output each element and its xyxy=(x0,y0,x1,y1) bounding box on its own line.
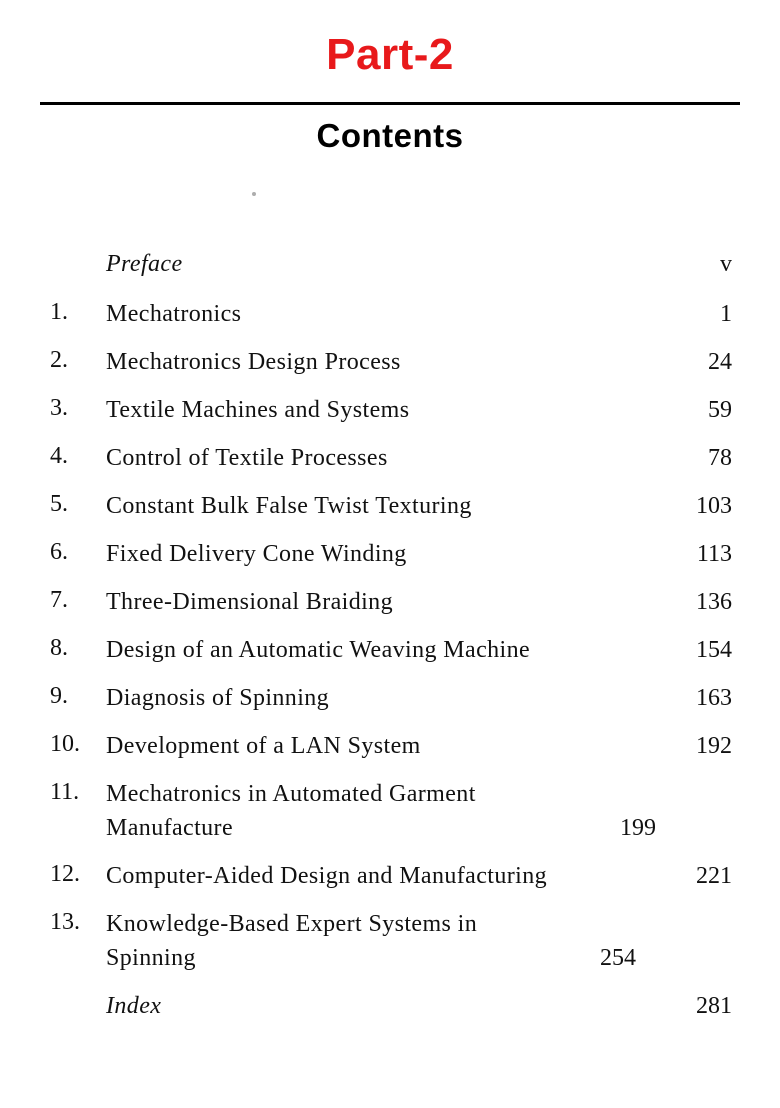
toc-entry-page: 103 xyxy=(696,493,732,519)
header-divider xyxy=(40,102,740,105)
toc-entry-number: 5. xyxy=(50,491,68,517)
toc-entry-12 xyxy=(48,859,732,893)
toc-entry-page: 163 xyxy=(696,685,732,711)
toc-entry-13 xyxy=(48,907,732,975)
toc-entry-10 xyxy=(48,729,732,763)
toc-entry-page: 154 xyxy=(696,637,732,663)
toc-entry-number: 7. xyxy=(50,587,68,613)
toc-entry-page: 221 xyxy=(696,863,732,889)
toc-entry-label: Three-Dimensional Braiding xyxy=(106,589,393,615)
toc-entry-label: Fixed Delivery Cone Winding xyxy=(106,541,407,567)
toc-entry-label: Control of Textile Processes xyxy=(106,445,388,471)
contents-heading: Contents xyxy=(316,117,464,154)
toc-entry-label: Constant Bulk False Twist Texturing xyxy=(106,493,472,519)
toc-entry-7 xyxy=(48,585,732,619)
toc-entry-label: Mechatronics Design Process xyxy=(106,349,401,375)
toc-entry-label: Index xyxy=(106,993,162,1019)
toc-entry-9 xyxy=(48,681,732,715)
toc-entry-number: 13. xyxy=(50,909,80,935)
toc-entry-1 xyxy=(48,297,732,331)
toc-entry-5 xyxy=(48,489,732,523)
toc-entry-2 xyxy=(48,345,732,379)
toc-entry-number: 3. xyxy=(50,395,68,421)
toc-entry-page: 254 xyxy=(600,945,636,971)
toc-entry-label: Mechatronics xyxy=(106,301,242,327)
toc-entry-label: Mechatronics in Automated Garment Manufacture xyxy=(106,781,476,841)
toc-entry-label: Knowledge-Based Expert Systems in Spinning xyxy=(106,911,478,971)
page-speck xyxy=(252,192,256,196)
toc-entry-label: Design of an Automatic Weaving Machine xyxy=(106,637,531,663)
toc-entry-6 xyxy=(48,537,732,571)
toc-entry-page: 59 xyxy=(708,397,732,423)
toc-entry-preface xyxy=(48,247,732,281)
toc-entry-page: 78 xyxy=(708,445,732,471)
toc-entry-page: 192 xyxy=(696,733,732,759)
toc-entry-number: 2. xyxy=(50,347,68,373)
toc-entry-page: 136 xyxy=(696,589,732,615)
toc-entry-8 xyxy=(48,633,732,667)
toc-entry-label: Development of a LAN System xyxy=(106,733,421,759)
toc-entry-3 xyxy=(48,393,732,427)
table-of-contents xyxy=(48,247,732,1023)
toc-entry-label: Preface xyxy=(106,251,183,277)
part-title: Part-2 xyxy=(326,30,454,79)
toc-entry-number: 4. xyxy=(50,443,68,469)
toc-entry-number: 1. xyxy=(50,299,68,325)
toc-entry-page: 113 xyxy=(696,541,732,567)
toc-entry-page: v xyxy=(720,251,732,277)
toc-entry-page: 1 xyxy=(720,301,732,327)
toc-entry-number: 6. xyxy=(50,539,68,565)
toc-entry-number: 11. xyxy=(50,779,80,805)
toc-entry-page: 199 xyxy=(620,815,656,841)
toc-entry-page: 24 xyxy=(708,349,732,375)
toc-entry-index xyxy=(48,989,732,1023)
toc-entry-page: 281 xyxy=(696,993,732,1019)
toc-entry-number: 9. xyxy=(50,683,68,709)
toc-entry-number: 12. xyxy=(50,861,80,887)
toc-entry-number: 8. xyxy=(50,635,68,661)
toc-entry-number: 10. xyxy=(50,731,80,757)
toc-entry-11 xyxy=(48,777,732,845)
toc-entry-4 xyxy=(48,441,732,475)
toc-entry-label: Textile Machines and Systems xyxy=(106,397,410,423)
toc-entry-label: Diagnosis of Spinning xyxy=(106,685,330,711)
toc-entry-label: Computer-Aided Design and Manufacturing xyxy=(106,863,548,889)
